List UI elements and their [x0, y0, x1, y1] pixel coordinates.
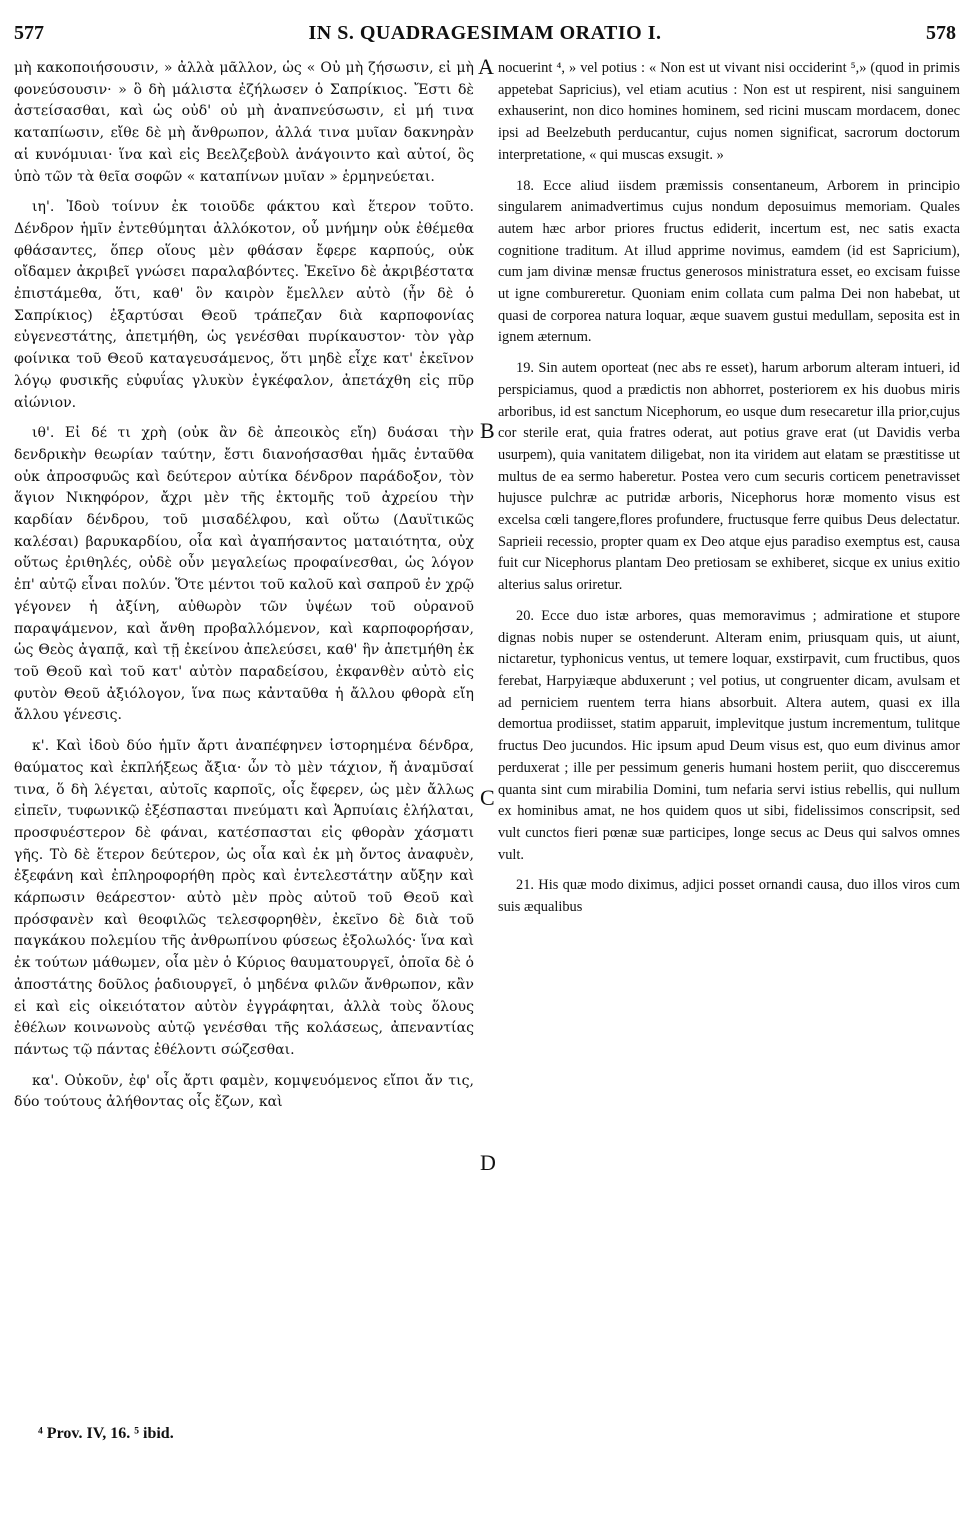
latin-column [498, 58, 960, 928]
latin-paragraph: 19. Sin autem oporteat (nec abs re esset), harum arborum alteram intueri, id perspiciamus, quod a prædictis non abhorret, posteriorem ex his duobus miris arboribus, id est sanctum Nicephorum, eo usque dum resecaretur illa prior,cujus cor sterile erat, quia fratres oderat, aut potius grave erat (ut Davidis verba usurpem), quia vanitatem diligebat, non ita viridem aut elatam se præstitisse ut multus de ea sermo haberetur. Postea vero cum securis corticem penetravisset hujusce pulchræ ac putridæ arboris, Nicephorus horæ momento visus est excelsa cœli tangere,flores profundere, fructusque ferre quibus Deus delectatur. Saprieii recessio, propter quam ex Deo atque ejus paradiso exemptus est, causa fuit cur Nicephorus plantam Deo pretiosam se exhiberet, sicque ex unius exitio alterius salus oriretur. [498, 360, 960, 594]
running-header [0, 22, 970, 56]
running-title: IN S. QUADRAGESIMAM ORATIO I. [308, 22, 662, 44]
greek-paragraph: κ'. Καὶ ἰδοὺ δύο ἡμῖν ἄρτι ἀναπέφηνεν ἱστορημένα δένδρα, θαύματος καὶ ἐκπλήξεως ἄξια· ὧν τὸ μὲν τάχιον, ἤ ἀναμῦσαί τινα, ὅ δὴ λέγεται, αὐτοῖς καρποῖς, οἷς ἔφερεν, ὡς μὲν ἄλλως εἰπεῖν, τυφωνικῷ ἐξέσπασται πνεύματι καὶ Ἁρπυίαις ἐλήλαται, προσφυέστερον δὲ φάναι, κατέσπασται εἰς φθορὰν χάσματι γῆς. Τὸ δὲ ἕτερον δεύτερον, ὡς οἷα καὶ ἐκ μὴ ὄντος ἀναφυὲν, ἐξεφάνη καὶ ἐπληροφορήθη πρὸς καὶ ἐντελεστάτην αὔξην καὶ κάρπωσιν θεάρεστον· αὐτὸ μὲν πρὸς αὐτοῦ τοῦ Θεοῦ καὶ πρόσφανὲν καὶ θεοφιλῶς τελεσφορηθὲν, ἐκεῖνο δὲ διὰ τοῦ παγκάκου πολεμίου τῆς ἀνθρωπίνου φύσεως ἐξολωλός· ἵνα καὶ ἐκ τούτων μάθωμεν, οἷα μὲν ὁ Κύριος θαυματουργεῖ, ὁποῖα δὲ ὁ ἀποστάτης δοῦλος ῥαδιουργεῖ, ὁ μηδένα φιλῶν ἄνθρωπον, κἂν εἰ καὶ εἰς οἰκειότατον αὐτὸν ἐγγράφηται, ἀλλὰ τοὺς ὅλους ἐθέλων κοινωνοὺς αὐτῷ γενέσθαι τῆς κολάσεως, ἀπεναντίας πάντως τῷ πάντας ἐθέλοντι σώζεσθαι. [14, 738, 474, 1058]
latin-paragraph: 20. Ecce duo istæ arbores, quas memoravimus ; admiratione et stupore dignas nobis nuper se ostenderunt. Alteram enim, priusquam quis, ut aiunt, nictaretur, typhonicus ventus, ut temere loquar, exstirpavit, cum fructibus, quos ferebat, Harpyiæque abduxerunt ; vel potius, ut congruenter dicam, avulsam et ad perniciem ruentem terra hians absorbuit. Altera autem, quasi ex illa demortua prodiisset, statim apparuit, implevitque justum incrementum, tulitque fructus Deo jucundos. Hic ipsum apud Deum visus est, quo eum divinus amor perduxerat ; ille per pessimum generis humani hostem periit, quo discceremus quanta sint cum mirabilia Domini, tum nefaria servi istius rebellis, qui nullum ex hominibus amat, ne hos quidem quos ut sibi, fidelissimos conscripsit, sed vult cunctos fieri pœnæ suæ participes, longe secus ac Deus qui salvos omnes vult. [498, 607, 960, 863]
greek-paragraph: μὴ κακοποιήσουσιν, » ἀλλὰ μᾶλλον, ὡς « Οὐ μὴ ζήσωσιν, εἰ μὴ φονεύσουσιν· » ὃ δὴ μάλιστα ἐζήλωσεν ὁ Σαπρίκιος. Ἔστι δὲ ἀστείσασθαι, καὶ ὡς οὐδ' οὐ μὴ ἀναπνεύσωσιν, εἰ μή τινα καταπίωσιν, εἴθε δὲ μὴ ἄνθρωπον, ἀλλά τινα μυῖαν δακνηρὰν αἱ κυνόμυιαι· ἵνα καὶ εἰς Βεελζεβοὺλ ἀνάγοιντο καὶ αὐτοί, ὃς ὑπὸ τῶν τὰ θεῖα σοφῶν « καταπίνων μυῖαν » ἑρμηνεύεται. [14, 60, 474, 185]
footnote: ⁴ Prov. IV, 16. ⁵ ibid. [38, 1425, 174, 1442]
margin-letter-b: B [480, 418, 495, 443]
greek-paragraph: κα'. Οὐκοῦν, ἐφ' οἷς ἄρτι φαμὲν, κομψευόμενος εἴποι ἄν τις, δύο τούτους ἀλήθοντας οἷς ἔζων, καὶ [14, 1072, 474, 1111]
greek-column [14, 58, 474, 1123]
latin-paragraph: 21. His quæ modo diximus, adjici posset ornandi causa, duo illos viros cum suis æqualibus [498, 877, 960, 916]
margin-letter-c: C [480, 785, 495, 810]
page-number-right: 578 [926, 22, 956, 44]
page-number-left: 577 [14, 22, 44, 44]
greek-paragraph: ιη'. Ἰδοὺ τοίνυν ἐκ τοιοῦδε φάκτου καὶ ἕτερον τοῦτο. Δένδρον ἡμῖν ἐντεθύμηται ἀλλόκοτον, οὗ μνήμην οὐκ ἐθέμεθα φθάσαντες, ὅπερ οἵους μὲν φθάσαν ἔφερε καρπούς, οὐκ οἴδαμεν ἀκριβεῖ γνώσει παραλαβόντες. Ἐκεῖνο δὲ ἀκριβέστατα ἐπιστάμεθα, ὅτι, καθ' ὃν καιρὸν ἔμελλεν αὐτὸ (ἦν δὲ ὁ Σαπρίκιος) ἐξαρτύσαι Θεοῦ τράπεζαν διὰ καρποφονίας εὐγενεστάτης, ἀπετμήθη, ὡς γενέσθαι πυρίκαυστον· τὸν γὰρ φοίνικα τοῦ Θεοῦ καταγευσάμενος, ὅτι μηδὲ εἶχε κατ' ἐκεῖνον λόγῳ φυσικῆς εὐφυΐας γλυκὺν ἐγκέφαλον, ἀπετάχθη εἰς πῦρ αἰώνιον. [14, 199, 474, 411]
latin-paragraph: 18. Ecce aliud iisdem præmissis consentaneum, Arborem in principio singularem animadvertimus cujus nondum deposuimus memoriam. Quales autem hæc arbor priores fructus ediderit, incertum est, nec satis exacta cognitione traditum. At illud apprime novimus, eamdem (id est Sapricium), cum jam divinæ mensæ fructus generosos ministratura esset, eo excisam fuisse ut igne combureretur. Quoniam enim collata cum palma Dei non habebat, ut quasi de corporea natura loquar, æque suavem gustui medullam, seposita est in ignem æternum. [498, 177, 960, 346]
margin-letter-d: D [480, 1150, 496, 1175]
greek-paragraph: ιθ'. Εἰ δέ τι χρὴ (οὐκ ἂν δὲ ἀπεοικὸς εἴη) δυάσαι τὴν δενδρικὴν θεωρίαν ταύτην, ἔστι διανοήσασθαι ἡμᾶς ἐνταῦθα οὐκ ἀπροσφυῶς καὶ δεύτερον αὐτίκα δένδρον παράδοξον, τὸν ἅγιον Νικηφόρον, ἄχρι μὲν τῆς ἐκτομῆς τοῦ ἀχρείου τὴν καρδίαν δένδρου, τοῦ μισαδέλφου, καὶ οὕτω (Δαυϊτικῶς καλέσαι) βαρυκαρδίου, οἷα καὶ ἀγαπήσαντος ματαιότητα, οὐχ οὕτως ἐριθηλές, οὐδὲ οὖν μεγαλείως προφαίνεσθαι, ὡς λόγον ἐπ' αὐτῷ εἶναι πολύν. Ὅτε μέντοι τοῦ καλοῦ καὶ σαπροῦ ἐν χρῷ γέγονεν ἡ ἀξίνη, αὐθωρὸν τῶν ὑψέων τοῦ οὐρανοῦ παραψάμενον, καὶ ἄνθη προβαλλόμενον, καὶ καρποφορήσαν, ὡς Θεὸς ἀγαπᾷ, καὶ τῇ ἐκείνου ἀπελεύσει, καθ' ἣν ἀπετμήθη ἐκ τοῦ Θεοῦ καὶ τοῦ κατ' αὐτὸν παραδείσου, ἐκφανθὲν αὐτὸ εἰς φυτὸν Θεοῦ ἀξιόλογον, ἵνα πως κἀνταῦθα ἡ ἄλλου φθορὰ εἴη ἄλλου γένεσις. [14, 425, 474, 724]
latin-paragraph: nocuerint ⁴, » vel potius : « Non est ut vivant nisi occiderint ⁵,» (quod in primis appetebat Sapricius), vel etiam acutius : Non est ut respirent, nisi sanguinem exhauserint, non dico homines hominem, sed ricini muscam mordacem, donec ipsi ad Beelzebuth perducantur, cujus nomen significat, sacrorum doctorum interpretatione, « qui muscas exsugit. » [498, 60, 960, 163]
margin-letter-a: A [478, 54, 494, 79]
